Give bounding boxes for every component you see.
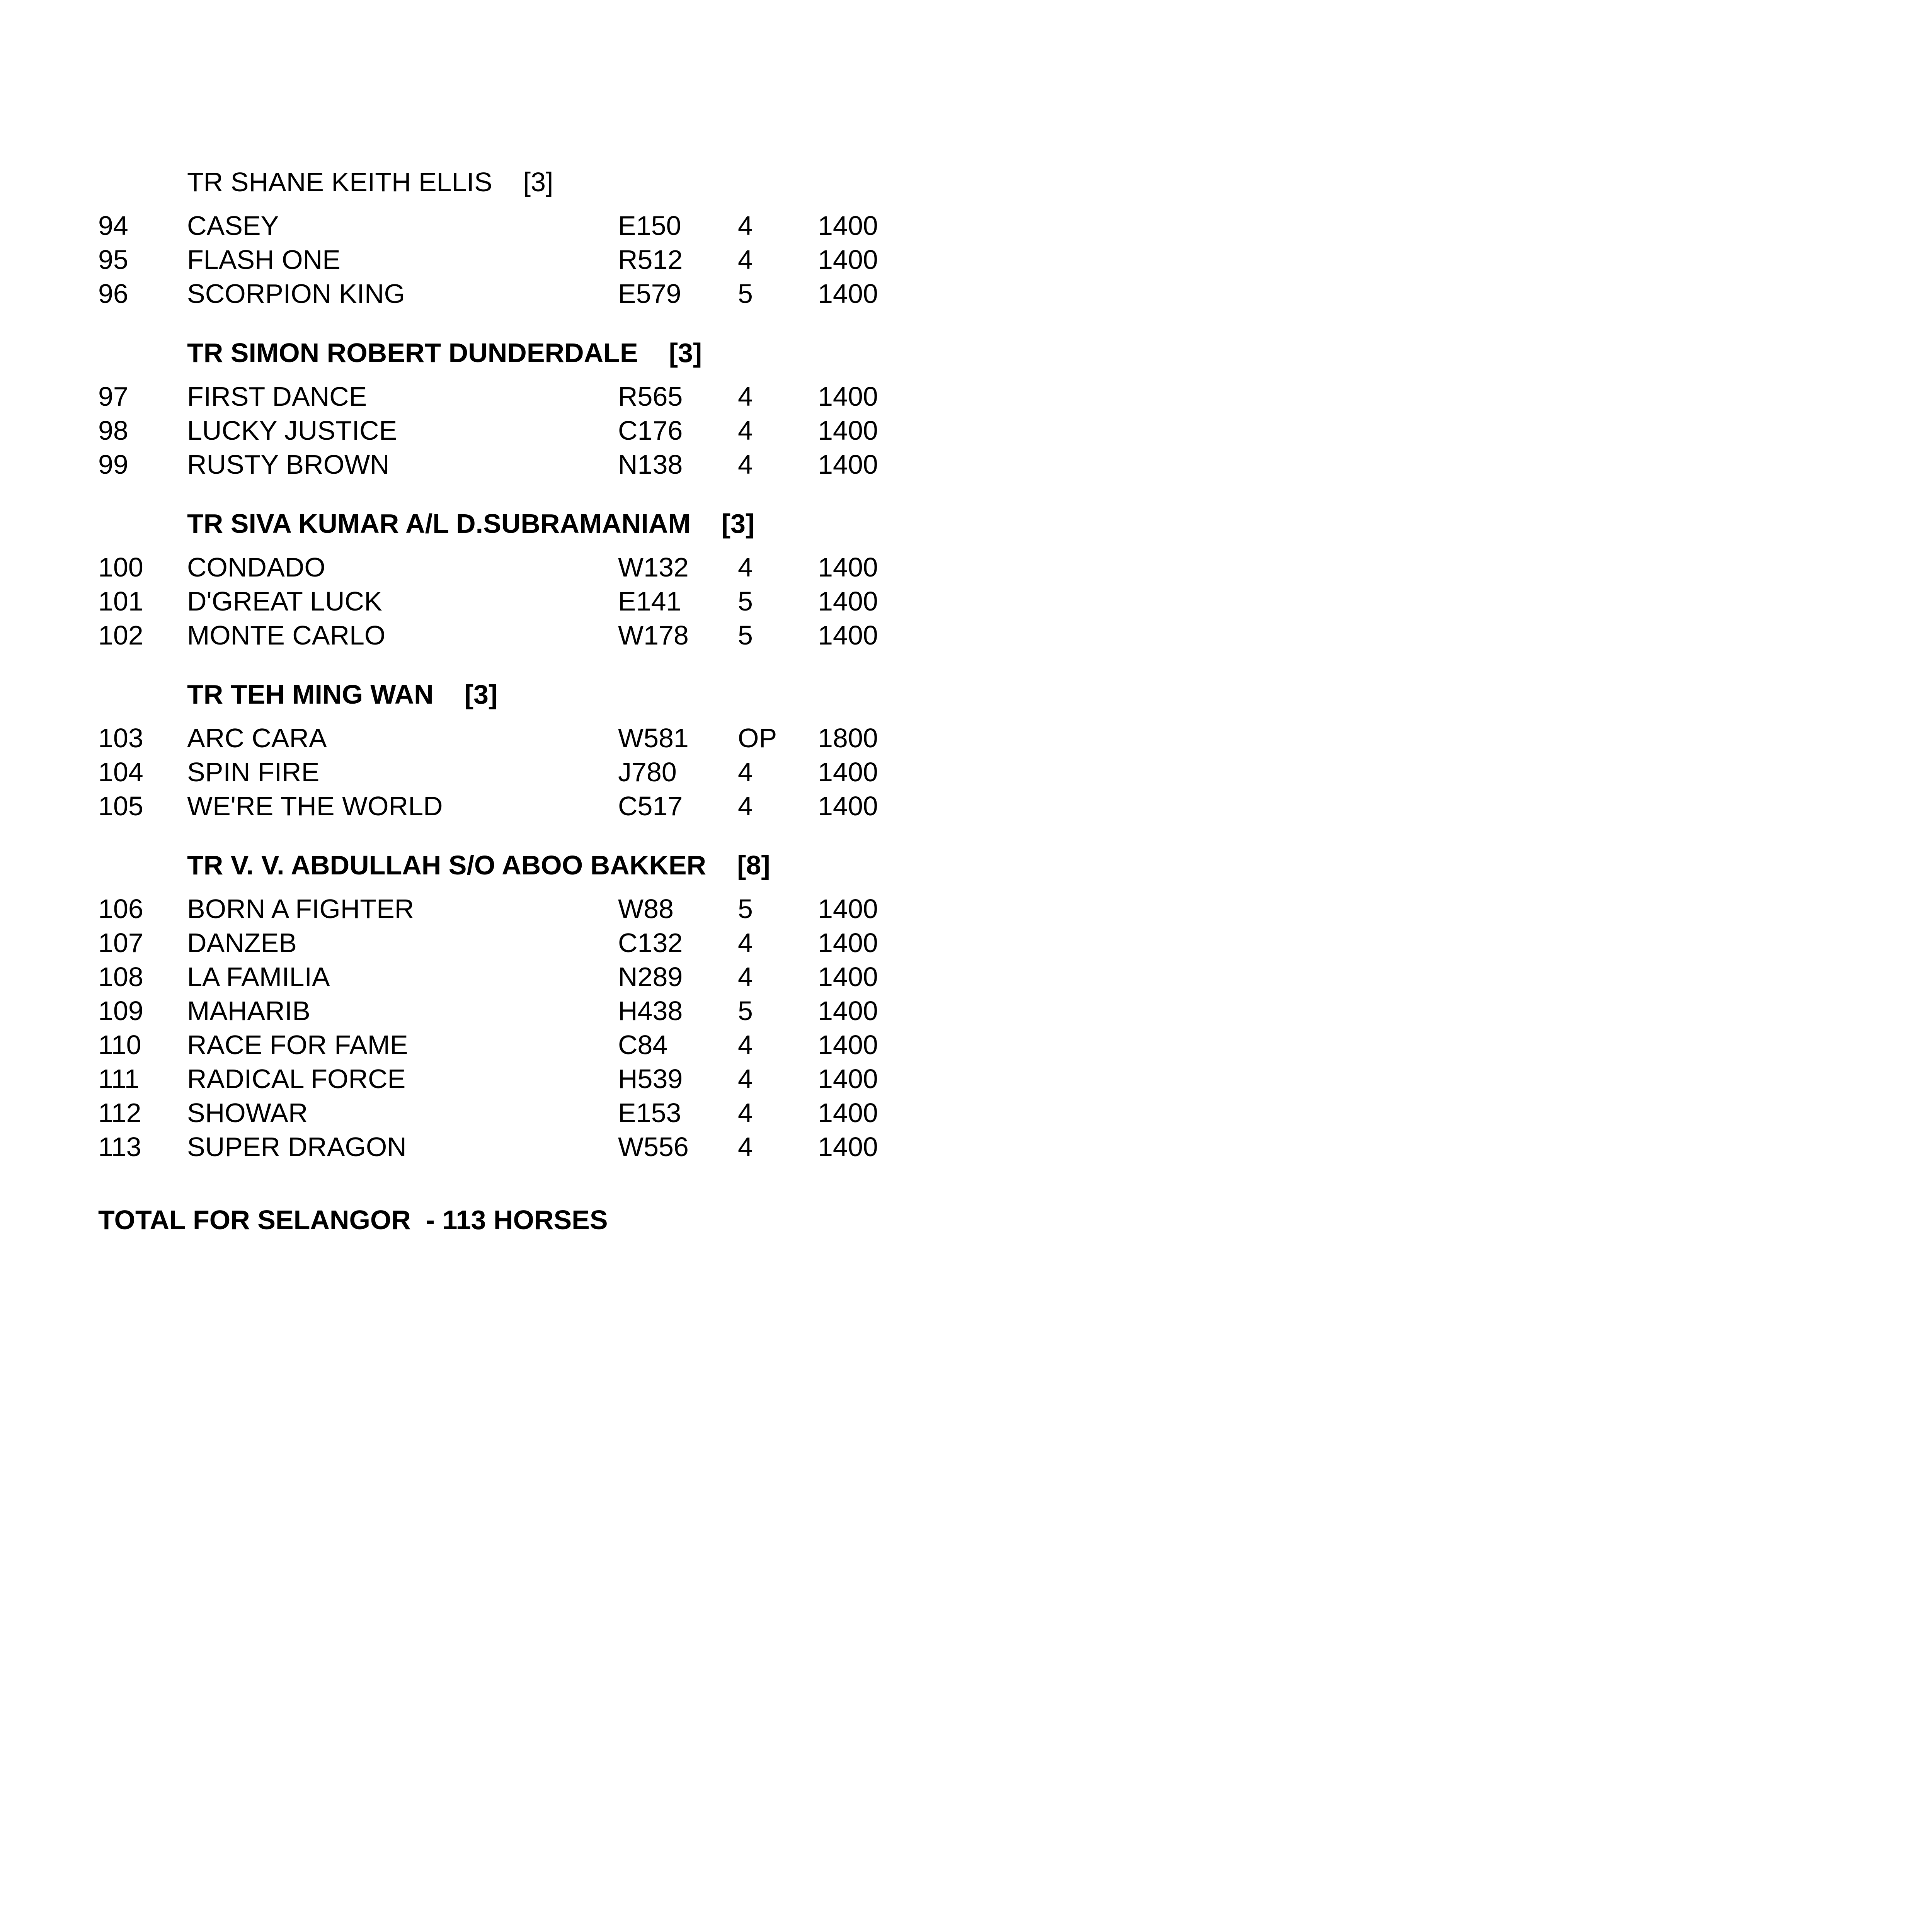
horse-age: OP [738, 723, 777, 753]
horse-number: 112 [98, 1098, 141, 1128]
trainer-groups [98, 165, 1026, 1164]
horse-name: ARC CARA [187, 723, 327, 753]
horse-name: SCORPION KING [187, 279, 405, 309]
race-distance: 1400 [818, 1098, 878, 1128]
race-distance: 1400 [818, 552, 878, 582]
race-distance: 1400 [818, 894, 878, 924]
horse-number: 101 [98, 586, 143, 616]
horse-age: 4 [738, 381, 753, 412]
horse-code: H438 [618, 996, 683, 1026]
table-row [98, 1130, 1026, 1164]
race-distance: 1400 [818, 757, 878, 787]
trainer-heading [98, 677, 1026, 712]
trainer-heading [98, 506, 1026, 541]
trainer-name: TR V. V. ABDULLAH S/O ABOO BAKKER [187, 850, 707, 880]
horse-code: C84 [618, 1030, 668, 1060]
trainer-heading [98, 335, 1026, 370]
table-row [98, 277, 1026, 311]
horse-code: E150 [618, 211, 681, 241]
table-row [98, 447, 1026, 481]
race-distance: 1400 [818, 586, 878, 616]
horse-age: 5 [738, 996, 753, 1026]
table-row [98, 1096, 1026, 1130]
horse-number: 106 [98, 894, 143, 924]
horse-name: BORN A FIGHTER [187, 894, 414, 924]
horse-name: SHOWAR [187, 1098, 308, 1128]
horse-code: W178 [618, 620, 689, 650]
horse-age: 4 [738, 211, 753, 241]
horse-code: E579 [618, 279, 681, 309]
horse-name: LA FAMILIA [187, 962, 330, 992]
horse-age: 4 [738, 552, 753, 582]
horse-code: C176 [618, 415, 683, 446]
horse-code: C132 [618, 928, 683, 958]
horse-name: D'GREAT LUCK [187, 586, 382, 616]
horse-name: SPIN FIRE [187, 757, 320, 787]
race-distance: 1400 [818, 449, 878, 480]
trainer-horse-count: [3] [721, 509, 755, 539]
horse-number: 104 [98, 757, 143, 787]
table-row [98, 755, 1026, 789]
horse-code: W556 [618, 1132, 689, 1162]
race-distance: 1400 [818, 1064, 878, 1094]
horse-age: 4 [738, 1098, 753, 1128]
race-distance: 1400 [818, 245, 878, 275]
table-row [98, 584, 1026, 618]
horse-age: 4 [738, 1064, 753, 1094]
horse-number: 99 [98, 449, 128, 480]
table-row [98, 209, 1026, 243]
trainer-name: TR SIVA KUMAR A/L D.SUBRAMANIAM [187, 509, 691, 539]
horse-number: 94 [98, 211, 128, 241]
table-row [98, 1028, 1026, 1062]
trainer-horse-count: [3] [669, 338, 702, 368]
trainer-name: TR SIMON ROBERT DUNDERDALE [187, 338, 638, 368]
trainer-heading [98, 165, 1026, 199]
horse-number: 96 [98, 279, 128, 309]
horse-age: 4 [738, 791, 753, 821]
horse-number: 103 [98, 723, 143, 753]
horse-age: 4 [738, 1132, 753, 1162]
horse-number: 98 [98, 415, 128, 446]
race-distance: 1400 [818, 415, 878, 446]
horse-number: 105 [98, 791, 143, 821]
race-distance: 1400 [818, 620, 878, 650]
horse-number: 113 [98, 1132, 141, 1162]
race-distance: 1400 [818, 211, 878, 241]
horse-age: 4 [738, 928, 753, 958]
race-distance: 1400 [818, 996, 878, 1026]
horse-age: 4 [738, 1030, 753, 1060]
table-row [98, 721, 1026, 755]
trainer-horse-count: [3] [523, 167, 553, 197]
table-row [98, 789, 1026, 823]
trainer-name: TR TEH MING WAN [187, 679, 434, 709]
horse-code: E141 [618, 586, 681, 616]
horse-name: RACE FOR FAME [187, 1030, 408, 1060]
horse-code: W132 [618, 552, 689, 582]
horse-age: 4 [738, 245, 753, 275]
horse-number: 108 [98, 962, 143, 992]
horse-name: RUSTY BROWN [187, 449, 390, 480]
horse-number: 111 [98, 1064, 140, 1094]
horse-name: MONTE CARLO [187, 620, 386, 650]
table-row [98, 994, 1026, 1028]
horse-code: W88 [618, 894, 674, 924]
race-distance: 1400 [818, 928, 878, 958]
table-row [98, 618, 1026, 652]
horse-code: J780 [618, 757, 677, 787]
horse-number: 100 [98, 552, 143, 582]
horse-code: E153 [618, 1098, 681, 1128]
horse-code: C517 [618, 791, 683, 821]
table-row [98, 892, 1026, 926]
horse-name: LUCKY JUSTICE [187, 415, 397, 446]
race-distance: 1400 [818, 381, 878, 412]
horse-name: DANZEB [187, 928, 297, 958]
horse-age: 5 [738, 279, 753, 309]
horse-code: R565 [618, 381, 683, 412]
race-distance: 1800 [818, 723, 878, 753]
horse-name: CASEY [187, 211, 279, 241]
horse-age: 4 [738, 757, 753, 787]
horse-age: 5 [738, 894, 753, 924]
race-distance: 1400 [818, 279, 878, 309]
horse-name: FLASH ONE [187, 245, 340, 275]
horse-list [98, 165, 1026, 1237]
horse-age: 4 [738, 415, 753, 446]
table-row [98, 1062, 1026, 1096]
table-row [98, 960, 1026, 994]
horse-name: MAHARIB [187, 996, 310, 1026]
horse-number: 110 [98, 1030, 141, 1060]
table-row [98, 413, 1026, 447]
horse-age: 4 [738, 962, 753, 992]
horse-code: N289 [618, 962, 683, 992]
horse-code: N138 [618, 449, 683, 480]
horse-name: WE'RE THE WORLD [187, 791, 443, 821]
horse-age: 4 [738, 449, 753, 480]
horse-code: W581 [618, 723, 689, 753]
table-row [98, 379, 1026, 413]
horse-age: 5 [738, 620, 753, 650]
horse-name: FIRST DANCE [187, 381, 367, 412]
race-distance: 1400 [818, 791, 878, 821]
horse-number: 109 [98, 996, 143, 1026]
horse-age: 5 [738, 586, 753, 616]
trainer-horse-count: [3] [464, 679, 498, 709]
horse-name: RADICAL FORCE [187, 1064, 406, 1094]
race-distance: 1400 [818, 1030, 878, 1060]
table-row [98, 243, 1026, 277]
horse-code: H539 [618, 1064, 683, 1094]
race-distance: 1400 [818, 1132, 878, 1162]
horse-number: 102 [98, 620, 143, 650]
race-distance: 1400 [818, 962, 878, 992]
trainer-heading [98, 848, 1026, 883]
table-row [98, 550, 1026, 584]
horse-number: 97 [98, 381, 128, 412]
horse-name: SUPER DRAGON [187, 1132, 407, 1162]
horse-name: CONDADO [187, 552, 325, 582]
horse-code: R512 [618, 245, 683, 275]
trainer-name: TR SHANE KEITH ELLIS [187, 167, 492, 197]
total-summary: TOTAL FOR SELANGOR - 113 HORSES [98, 1205, 608, 1235]
trainer-horse-count: [8] [737, 850, 770, 880]
horse-number: 107 [98, 928, 143, 958]
horse-number: 95 [98, 245, 128, 275]
table-row [98, 926, 1026, 960]
